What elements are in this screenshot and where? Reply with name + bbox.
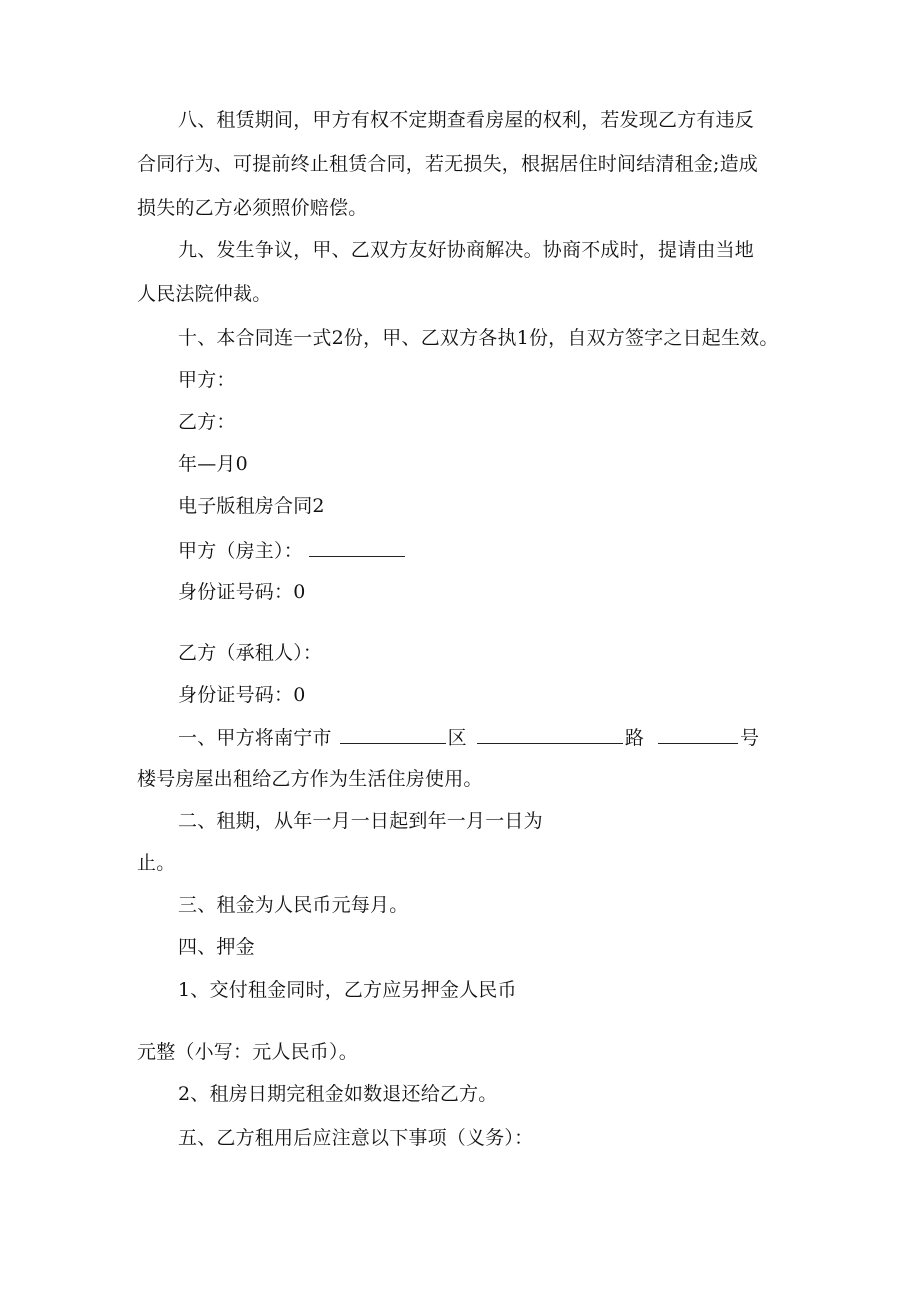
- clause-10: 十、本合同连一式2份，甲、乙双方各执1份，自双方签字之日起生效。: [178, 327, 779, 349]
- contract-title-2: 电子版租房合同2: [178, 495, 325, 517]
- tenant-label: 乙方（承租人）：: [178, 642, 323, 664]
- road-blank: [477, 725, 623, 744]
- item-1-district: 区: [447, 727, 467, 749]
- item-4-1-line-1: 1、交付租金同时，乙方应另押金人民币: [178, 979, 517, 1001]
- item-4-heading: 四、押金: [178, 936, 255, 958]
- party-b-signature: 乙方：: [178, 411, 236, 433]
- party-a-signature: 甲方：: [178, 369, 236, 391]
- item-1-city: 一、甲方将南宁市: [178, 727, 332, 749]
- item-1-road: 路: [624, 727, 645, 749]
- signing-date: 年—月0: [178, 453, 248, 475]
- landlord-blank: [309, 538, 405, 557]
- item-2-line-1: 二、租期，从年一月一日起到年一月一日为: [178, 810, 543, 832]
- landlord-id: 身份证号码：0: [178, 581, 306, 603]
- clause-8-line-2: 合同行为、可提前终止租赁合同，若无损失，根据居住时间结清租金;造成: [137, 153, 759, 175]
- item-4-2: 2、租房日期完租金如数退还给乙方。: [178, 1083, 498, 1105]
- item-5-heading: 五、乙方租用后应注意以下事项（义务）：: [178, 1127, 534, 1149]
- item-4-1-line-2: 元整（小写：元人民币）。: [137, 1041, 358, 1063]
- district-blank: [340, 725, 446, 744]
- clause-9-line-1: 九、发生争议，甲、乙双方友好协商解决。协商不成时，提请由当地: [178, 239, 755, 261]
- landlord-label: 甲方（房主）：: [178, 540, 303, 562]
- item-2-line-2: 止。: [137, 852, 176, 874]
- clause-8-line-3: 损失的乙方必须照价赔偿。: [137, 197, 368, 219]
- tenant-id: 身份证号码：0: [178, 684, 306, 706]
- number-blank: [658, 725, 738, 744]
- item-1-number: 号: [740, 727, 760, 749]
- clause-9-line-2: 人民法院仲裁。: [137, 283, 272, 305]
- item-1-line-2: 楼号房屋出租给乙方作为生活住房使用。: [137, 768, 483, 790]
- clause-8-line-1: 八、租赁期间，甲方有权不定期查看房屋的权利，若发现乙方有违反: [178, 109, 755, 131]
- landlord-line: [178, 538, 407, 563]
- item-1-line-1: [178, 725, 759, 750]
- item-3: 三、租金为人民币元每月。: [178, 894, 409, 916]
